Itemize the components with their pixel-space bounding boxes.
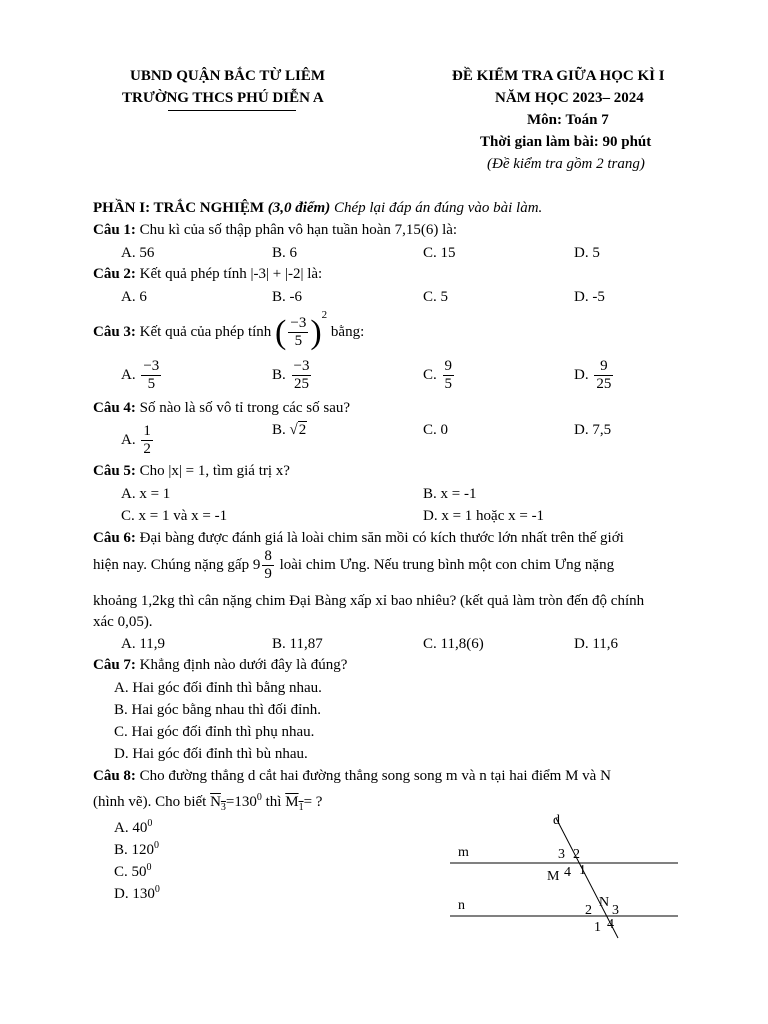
q5-option-b: B. x = -1 [423, 486, 477, 502]
q4-a-fraction [141, 423, 153, 458]
q3-a-label: A. [121, 366, 136, 383]
q3-b-den: 25 [294, 376, 309, 392]
q8-d-deg: 0 [154, 884, 160, 895]
q3-text-after: bằng: [327, 324, 365, 340]
q6-option-c: C. 11,8(6) [423, 636, 484, 652]
header-right-line1: ĐỀ KIỂM TRA GIỮA HỌC KÌ I [452, 68, 665, 84]
q3-option-b [272, 358, 313, 393]
header-right-line3: Môn: Toán 7 [527, 112, 609, 128]
q1-label: Câu 1: [93, 222, 136, 238]
q6-label: Câu 6: [93, 530, 136, 546]
q7-stem [93, 657, 347, 674]
q1-option-d: D. 5 [574, 245, 600, 261]
q7-text: Khẳng định nào dưới đây là đúng? [135, 657, 348, 673]
q8-option-d [114, 884, 160, 903]
header-underline [168, 110, 296, 111]
q6-line3: khoảng 1,2kg thì cân nặng chim Đại Bàng xấp xỉ bao nhiêu? (kết quả làm tròn đến độ chính [93, 593, 645, 609]
q4-a-label: A. [121, 431, 136, 448]
q4-label: Câu 4: [93, 400, 136, 416]
angle-N3: 3 [612, 903, 619, 918]
q3-label: Câu 3: [93, 324, 136, 340]
q6-text-line1: Đại bàng được đánh giá là loài chim săn mồi có kích thước lớn nhất trên thế giới [135, 530, 624, 546]
angle-n3 [210, 794, 226, 813]
degree-sup: 0 [256, 792, 262, 803]
q3-c-den: 5 [444, 376, 453, 392]
header-right-line2: NĂM HỌC 2023– 2024 [495, 90, 644, 106]
q3-b-num: −3 [293, 358, 310, 374]
label-n: n [458, 898, 465, 913]
q7-label: Câu 7: [93, 657, 136, 673]
q4-b-radicand: 2 [298, 422, 307, 438]
q8-c-text: C. 50 [114, 864, 147, 880]
q2-stem [93, 266, 322, 283]
left-paren: ( [275, 313, 287, 351]
q2-option-b: B. -6 [272, 289, 302, 305]
q8-option-b [114, 840, 159, 859]
angle-M1: 1 [579, 863, 586, 878]
angle-M2: 2 [573, 847, 580, 862]
q8-line2 [93, 792, 322, 813]
q4-text: Số nào là số vô tỉ trong các số sau? [135, 400, 351, 416]
q4-b-label: B. [272, 422, 286, 438]
header-right-line4: Thời gian làm bài: 90 phút [480, 134, 652, 150]
q8-a-text: A. 40 [114, 820, 148, 836]
q6-line2-after: loài chim Ưng. Nếu trung bình một con chim Ưng nặng [275, 556, 615, 573]
angle-N4: 4 [607, 917, 614, 932]
q6-mixed-fraction [262, 548, 274, 583]
q5-option-c: C. x = 1 và x = -1 [121, 508, 228, 524]
q4-a-num: 1 [143, 423, 151, 439]
q3-c-num: 9 [444, 358, 453, 374]
angle-M3: 3 [558, 847, 565, 862]
q4-stem [93, 400, 350, 417]
q8-option-c [114, 862, 152, 881]
q8-b-text: B. 120 [114, 842, 155, 858]
q8-end: = ? [303, 794, 323, 810]
label-M: M [547, 869, 560, 884]
q3-option-a [121, 358, 163, 393]
part1-instruction: Chép lại đáp án đúng vào bài làm. [330, 200, 543, 216]
header-right-line5: (Đề kiểm tra gồm 2 trang) [487, 156, 645, 172]
label-N: N [599, 895, 610, 910]
angle-m1-letter: M [285, 794, 299, 810]
q5-stem [93, 463, 290, 480]
q3-stem [93, 309, 364, 350]
q4-a-den: 2 [143, 441, 151, 457]
angle-N2: 2 [585, 903, 592, 918]
q3-b-fraction [292, 358, 312, 393]
q5-text: Cho |x| = 1, tìm giá trị x? [135, 463, 290, 479]
q1-option-b: B. 6 [272, 245, 298, 261]
q7-option-d: D. Hai góc đối đỉnh thì bù nhau. [114, 746, 308, 762]
q2-label: Câu 2: [93, 266, 136, 282]
q1-text: Chu kì của số thập phân vô hạn tuần hoàn 7,15(6) là: [135, 222, 458, 238]
part1-points: (3,0 điểm) [267, 200, 331, 216]
q8-c-deg: 0 [146, 862, 152, 873]
q6-option-a: A. 11,9 [121, 636, 166, 652]
label-m: m [458, 845, 469, 860]
q6-line1 [93, 530, 624, 547]
q2-text: Kết quả phép tính |-3| + |-2| là: [135, 266, 323, 282]
q3-frac-numerator: −3 [290, 315, 307, 332]
q1-option-a: A. 56 [121, 245, 155, 261]
q3-b-label: B. [272, 366, 286, 383]
q6-line2-before: hiện nay. Chúng nặng gấp 9 [93, 556, 261, 573]
q6-line4: xác 0,05). [93, 614, 153, 630]
q1-stem [93, 222, 457, 239]
q6-option-b: B. 11,87 [272, 636, 323, 652]
angle-m1-sub: 1 [298, 802, 304, 813]
q8-mid: thì [261, 794, 286, 810]
part1-heading [93, 200, 542, 217]
angle-N1: 1 [594, 920, 601, 935]
q3-option-c [423, 358, 456, 393]
q8-line2-before: (hình vẽ). Cho biết [93, 794, 211, 810]
part1-title: PHẦN I: TRẮC NGHIỆM [93, 200, 268, 216]
q3-d-num: 9 [594, 358, 613, 376]
q5-option-d: D. x = 1 hoặc x = -1 [423, 508, 545, 524]
q5-label: Câu 5: [93, 463, 136, 479]
q3-d-den: 25 [596, 376, 612, 392]
q4-option-d: D. 7,5 [574, 422, 612, 438]
header-left-line1: UBND QUẬN BẮC TỪ LIÊM [130, 68, 326, 84]
q3-c-label: C. [423, 366, 437, 383]
q3-expression-fraction [288, 315, 308, 350]
q8-b-deg: 0 [154, 840, 160, 851]
header-left-line2: TRƯỜNG THCS PHÚ DIỄN A [122, 90, 324, 106]
q8-d-text: D. 130 [114, 886, 155, 902]
q3-c-fraction [443, 358, 455, 393]
angle-n3-sub: 3 [220, 802, 226, 813]
angle-n3-value: =130 [225, 794, 257, 810]
q6-mixed-den: 9 [264, 566, 272, 582]
q8-a-deg: 0 [147, 818, 153, 829]
q8-text-line1: Cho đường thẳng d cắt hai đường thẳng song song m và n tại hai điểm M và N [135, 768, 611, 784]
angle-m1 [285, 794, 304, 813]
q6-mixed-num: 8 [264, 548, 272, 564]
q3-d-label: D. [574, 366, 589, 383]
q5-option-a: A. x = 1 [121, 486, 171, 502]
q8-label: Câu 8: [93, 768, 136, 784]
q7-option-c: C. Hai góc đối đỉnh thì phụ nhau. [114, 724, 315, 740]
q2-option-a: A. 6 [121, 289, 147, 305]
right-paren: ) [310, 313, 322, 351]
q6-option-d: D. 11,6 [574, 636, 619, 652]
q3-frac-denominator: 5 [294, 333, 303, 350]
q3-a-fraction [141, 358, 161, 393]
q3-exponent: 2 [321, 309, 328, 321]
q4-option-a [121, 423, 155, 458]
geometry-figure [440, 810, 690, 940]
angle-n3-letter: N [210, 794, 221, 810]
q3-d-fraction [594, 358, 613, 393]
q7-option-b: B. Hai góc bằng nhau thì đối đỉnh. [114, 702, 322, 718]
q3-text-before: Kết quả của phép tính [135, 324, 272, 340]
angle-M4: 4 [564, 865, 571, 880]
q4-option-b [272, 422, 307, 439]
q8-option-a [114, 818, 152, 837]
q3-a-num: −3 [143, 358, 160, 374]
sqrt-icon: √2 [289, 422, 307, 438]
q6-line2 [93, 548, 614, 583]
q1-option-c: C. 15 [423, 245, 456, 261]
q4-option-c: C. 0 [423, 422, 449, 438]
q3-a-den: 5 [147, 376, 156, 392]
q7-option-a: A. Hai góc đối đỉnh thì bằng nhau. [114, 680, 322, 696]
q3-option-d [574, 358, 615, 393]
q2-option-c: C. 5 [423, 289, 449, 305]
label-d: d [553, 813, 560, 828]
q2-option-d: D. -5 [574, 289, 605, 305]
q8-line1 [93, 768, 611, 785]
